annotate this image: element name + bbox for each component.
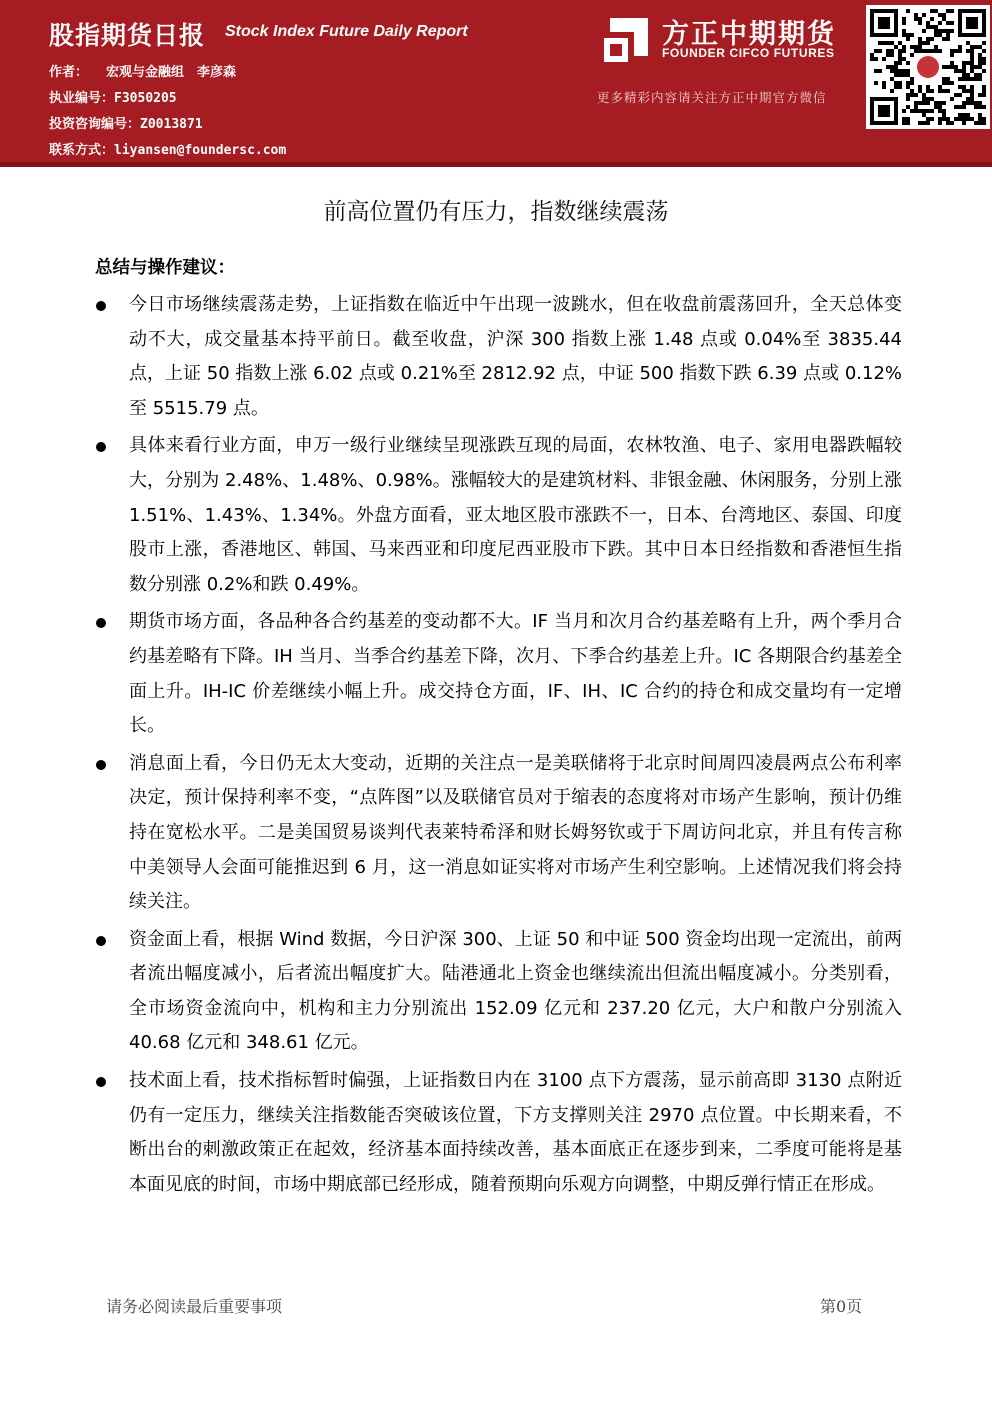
list-item-text: 今日市场继续震荡走势，上证指数在临近中午出现一波跳水，但在收盘前震荡回升，全天总体变动不大，成交量基本持平前日。截至收盘，沪深 300 指数上涨 1.48 点或 0.04%至 3835.44 点，上证 50 指数上涨 6.02 点或 0.21%至 2812.92 点，中证 500 指数下跌 6.39 点或 0.12%至 5515.79 点。: [129, 294, 902, 419]
page-number: 第0页: [820, 1297, 863, 1316]
author-label: 作者：: [49, 65, 89, 80]
license-value: F3050205: [114, 91, 177, 106]
list-item: [96, 747, 902, 920]
list-item: [96, 1064, 902, 1202]
list-item-text: 具体来看行业方面，申万一级行业继续呈现涨跌互现的局面，农林牧渔、电子、家用电器跌幅较大，分别为 2.48%、1.48%、0.98%。涨幅较大的是建筑材料、非银金融、休闲服务，分别上涨 1.51%、1.43%、1.34%。外盘方面看，亚太地区股市涨跌不一，日本、台湾地区、泰国、印度股市上涨，香港地区、韩国、马来西亚和印度尼西亚股市下跌。其中日本日经指数和香港恒生指数分别涨 0.2%和跌 0.49%。: [129, 435, 902, 595]
qr-code-icon[interactable]: [866, 5, 990, 129]
bullet-dot-icon: [96, 760, 106, 770]
founder-cifco-logo: [600, 14, 850, 74]
contact-line: [49, 139, 286, 158]
list-item-text: 消息面上看，今日仍无太大变动，近期的关注点一是美联储将于北京时间周四凌晨两点公布利率决定，预计保持利率不变，“点阵图”以及联储官员对于缩表的态度将对市场产生影响，预计仍维持在宽松水平。二是美国贸易谈判代表莱特希泽和财长姆努钦或于下周访问北京，并且有传言称中美领导人会面可能推迟到 6 月，这一消息如证实将对市场产生利空影响。上述情况我们将会持续关注。: [129, 752, 902, 913]
consult-label: 投资咨询编号：: [49, 117, 141, 132]
list-item-text: 期货市场方面，各品种各合约基差的变动都不大。IF 当月和次月合约基差略有上升，两个季月合约基差略有下降。IH 当月、当季合约基差下降，次月、下季合约基差上升。IC 各期限合约基差全面上升。IH-IC 价差继续小幅上升。成交持仓方面，IF、IH、IC 合约的持仓和成交量均有一定增长。: [129, 611, 902, 737]
list-item: [96, 288, 902, 426]
report-header: [0, 0, 992, 162]
list-item: [96, 429, 902, 602]
list-item-text: 技术面上看，技术指标暂时偏强，上证指数日内在 3100 点下方震荡，显示前高即 3130 点附近仍有一定压力，继续关注指数能否突破该位置，下方支撑则关注 2970 点位置。中长期来看，不断出台的刺激政策正在起效，经济基本面持续改善，基本面底正在逐步到来，二季度可能将是基本面见底的时间，市场中期底部已经形成，随着预期向乐观方向调整，中期反弹行情正在形成。: [129, 1070, 902, 1195]
license-label: 执业编号：: [49, 91, 115, 106]
bullet-dot-icon: [96, 936, 106, 946]
bullet-dot-icon: [96, 301, 106, 311]
section-heading: 总结与操作建议：: [95, 258, 235, 278]
bullet-dot-icon: [96, 442, 106, 452]
report-title-en: Stock Index Future Daily Report: [225, 23, 468, 40]
logo-text-cn: 方正中期期货: [662, 19, 836, 50]
contact-email[interactable]: liyansen@foundersc.com: [114, 143, 287, 158]
contact-label: 联系方式：: [49, 143, 115, 158]
logo-text-en: FOUNDER CIFCO FUTURES: [662, 46, 835, 60]
qr-code-graphic: [866, 5, 990, 129]
wechat-note: 更多精彩内容请关注方正中期官方微信: [597, 90, 827, 105]
header-rule: [0, 162, 992, 167]
logo-mark-icon: [600, 14, 652, 66]
footer-notice: 请务必阅读最后重要事项: [106, 1297, 283, 1316]
author-line: [49, 61, 236, 80]
license-line: [49, 87, 177, 106]
summary-list: [96, 288, 902, 1205]
list-item-text: 资金面上看，根据 Wind 数据，今日沪深 300、上证 50 和中证 500 资金均出现一定流出，前两者流出幅度减小，后者流出幅度扩大。陆港通北上资金也继续流出但流出幅度减小。分类别看，全市场资金流向中，机构和主力分别流出 152.09 亿元和 237.20 亿元，大户和散户分别流入 40.68 亿元和 348.61 亿元。: [129, 928, 902, 1054]
list-item: [96, 605, 902, 743]
list-item: [96, 923, 902, 1061]
consult-line: [49, 113, 203, 132]
bullet-dot-icon: [96, 618, 106, 628]
report-title-cn: 股指期货日报: [49, 21, 206, 50]
bullet-dot-icon: [96, 1077, 106, 1087]
consult-value: Z0013871: [140, 117, 203, 132]
author-value: 宏观与金融组 李彦森: [106, 65, 237, 80]
document-title: 前高位置仍有压力，指数继续震荡: [323, 199, 669, 225]
